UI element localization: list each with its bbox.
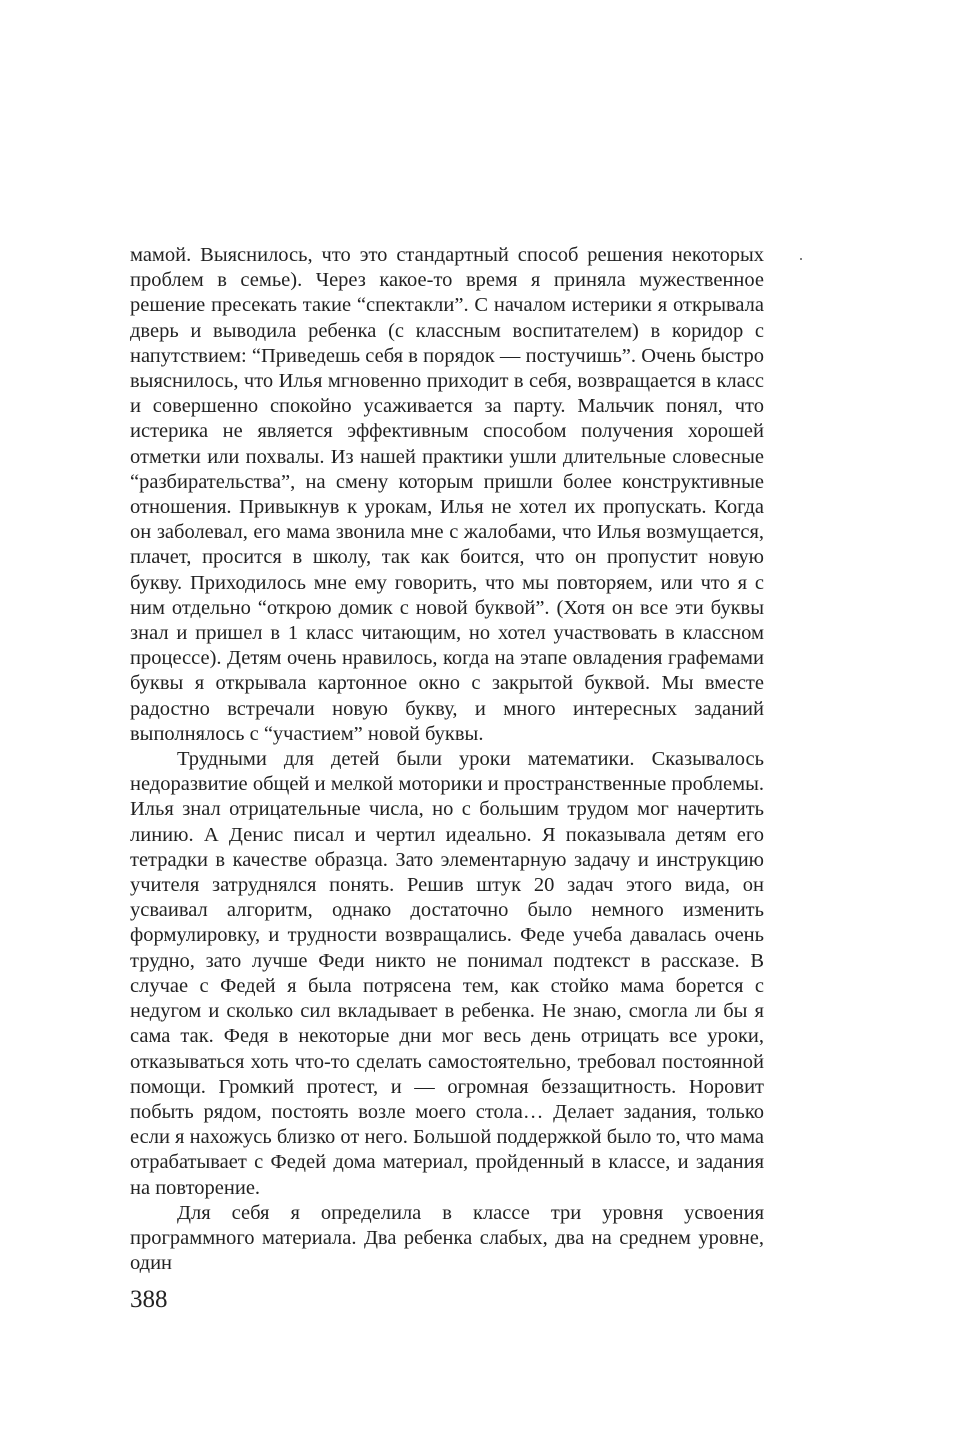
paragraph-learning-levels: Для себя я определила в классе три уровня усвоения программного материала. Два ребенка слабых, два на среднем уровне, один <box>130 1201 764 1275</box>
paragraph-continuation: мамой. Выяснилось, что это стандартный способ решения некоторых проблем в семье). Через какое-то время я приняла мужественное решение пресекать такие “спектакли”. С началом истерики я открывала дверь и выводила ребенка (с классным воспитателем) в коридор с напутствием: “Приведешь себя в порядок — постучишь”. Очень быстро выяснилось, что Илья мгновенно приходит в себя, возвращается в класс и совершенно спокойно усаживается за парту. Мальчик понял, что истерика не является эффективным способом получения хорошей отметки или похвалы. Из нашей практики ушли длительные словесные “разбирательства”, на смену которым пришли более конструктивные отношения. Привыкнув к урокам, Илья не хотел их пропускать. Когда он заболевал, его мама звонила мне с жалобами, что Илья возмущается, плачет, просится в школу, так как боится, что он пропустит новую букву. Приходилось мне ему говорить, что мы повторяем, или что я с ним отдельно “открою домик с новой буквой”. (Хотя он все эти буквы знал и пришел в 1 класс читающим, но хотел участвовать в классном процессе). Детям очень нравилось, когда на этапе овладения графемами буквы я открывала картонное окно с закрытой буквой. Мы вместе радостно встречали новую букву, и много интересных заданий выполнялось с “участием” новой буквы. <box>130 244 764 745</box>
page-number: 388 <box>130 1286 168 1313</box>
scan-speck <box>800 258 802 260</box>
paragraph-math-lessons: Трудными для детей были уроки математики. Сказывалось недоразвитие общей и мелкой моторики и пространственные проблемы. Илья знал отрицательные числа, но с большим трудом мог начертить линию. А Денис писал и чертил идеально. Я показывала детям его тетрадки в качестве образца. Зато элементарную задачу и инструкцию учителя затруднялся понять. Решив штук 20 задач этого вида, он усваивал алгоритм, однако достаточно было немного изменить формулировку, и трудности возвращались. Феде учеба давалась очень трудно, зато лучше Феди никто не понимал подтекст в рассказе. В случае с Федей я была потрясена тем, как стойко мама борется с недугом и сколько сил вкладывает в ребенка. Не знаю, смогла ли бы я сама так. Федя в некоторые дни мог весь день отрицать все уроки, отказываться хоть что-то сделать самостоятельно, требовал постоянной помощи. Громкий протест, и — огромная беззащитность. Норовит побыть рядом, постоять возле моего стола… Делает задания, только если я нахожусь близко от него. Большой поддержкой было то, что мама отрабатывает с Федей дома материал, пройденный в классе, и задания на повторение. <box>130 748 764 1199</box>
body-text <box>130 243 764 1276</box>
